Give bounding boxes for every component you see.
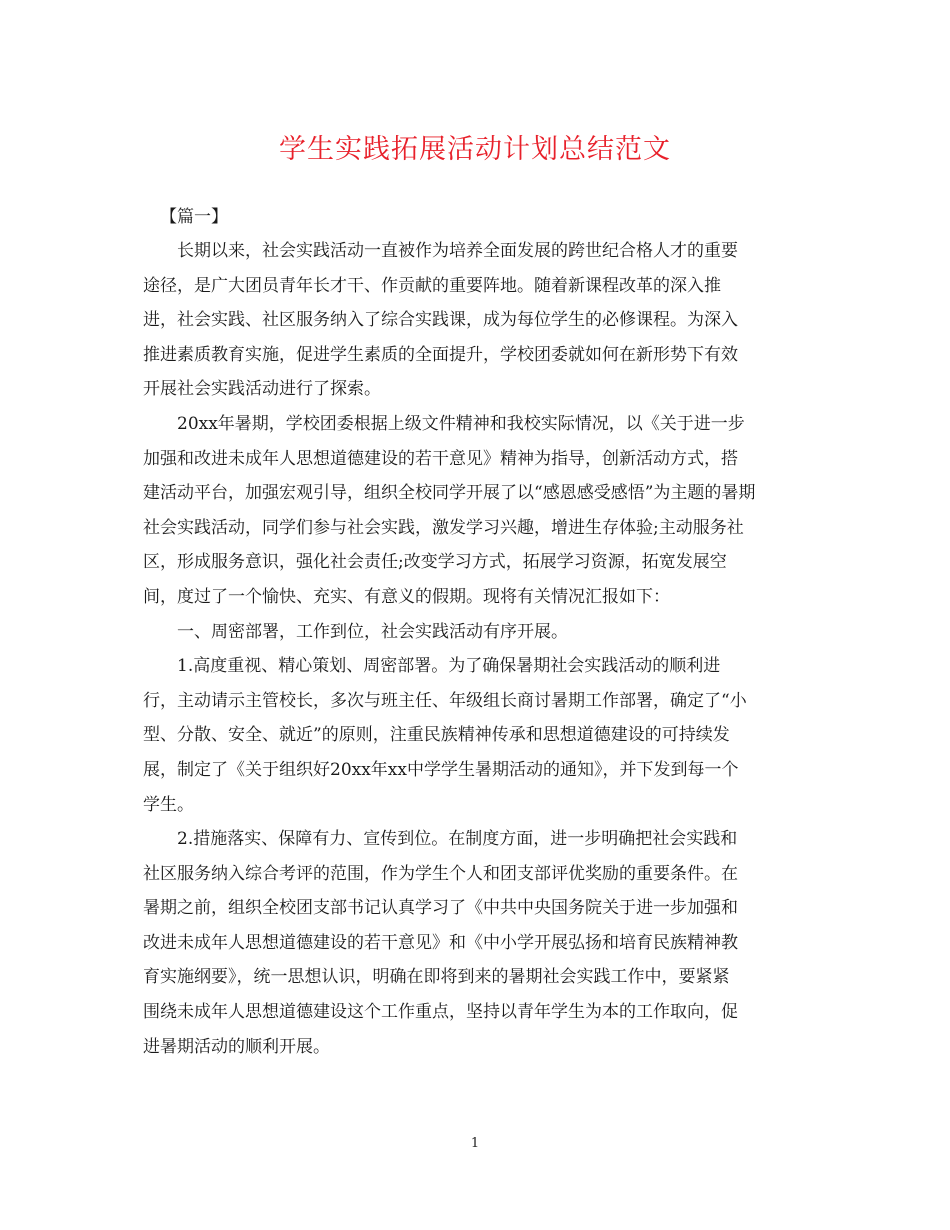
paragraph-4 [143,649,808,822]
document-body [143,200,808,1064]
text-line: 学生。 [143,794,194,815]
text-line: 1.高度重视、精心策划、周密部署。为了确保暑期社会实践活动的顺利进 [177,656,721,677]
text-line: 社区服务纳入综合考评的范围，作为学生个人和团支部评优奖励的重要条件。在 [143,863,738,884]
text-line: 建活动平台，加强宏观引导，组织全校同学开展了以“感恩感受感悟”为主题的暑期 [143,483,756,504]
text-line: 社会实践活动，同学们参与社会实践，激发学习兴趣，增进生存体验;主动服务社 [143,517,744,538]
text-line: 2.措施落实、保障有力、宣传到位。在制度方面，进一步明确把社会实践和 [177,829,738,850]
text-line: 途径，是广大团员青年长才干、作贡献的重要阵地。随着新课程改革的深入推 [143,275,721,296]
text-line: 一、周密部署，工作到位，社会实践活动有序开展。 [177,621,568,642]
paragraph-5 [143,822,808,1064]
text-line: 区，形成服务意识，强化社会责任;改变学习方式，拓展学习资源，拓宽发展空 [143,552,727,573]
text-line: 育实施纲要》，统一思想认识，明确在即将到来的暑期社会实践工作中，要紧紧 [143,967,730,988]
text-line: 进，社会实践、社区服务纳入了综合实践课，成为每位学生的必修课程。为深入 [143,310,738,331]
text-line: 展，制定了《关于组织好20xx年xx中学学生暑期活动的通知》，并下发到每一个 [143,759,739,780]
text-line: 围绕未成年人思想道德建设这个工作重点，坚持以青年学生为本的工作取向，促 [143,1002,738,1023]
text-line: 型、分散、安全、就近”的原则，注重民族精神传承和思想道德建设的可持续发 [143,725,730,746]
text-line: 开展社会实践活动进行了探索。 [143,379,381,400]
text-line: 20xx年暑期，学校团委根据上级文件精神和我校实际情况，以《关于进一步 [177,413,745,434]
text-line: 行，主动请示主管校长，多次与班主任、年级组长商讨暑期工作部署，确定了“小 [143,690,747,711]
text-line: 进暑期活动的顺利开展。 [143,1036,330,1057]
document-title: 学生实践拓展活动计划总结范文 [279,134,671,165]
section-label: 【篇一】 [160,207,228,227]
text-line: 推进素质教育实施，促进学生素质的全面提升，学校团委就如何在新形势下有效 [143,344,738,365]
paragraph-1 [143,234,808,407]
text-line: 改进未成年人思想道德建设的若干意见》和《中小学开展弘扬和培育民族精神教 [143,932,738,953]
text-line: 长期以来，社会实践活动一直被作为培养全面发展的跨世纪合格人才的重要 [177,241,738,261]
paragraph-3-heading [143,615,808,650]
text-line: 间，度过了一个愉快、充实、有意义的假期。现将有关情况汇报如下： [143,586,670,607]
page-number: 1 [470,1136,480,1151]
text-line: 暑期之前，组织全校团支部书记认真学习了《中共中央国务院关于进一步加强和 [143,898,738,919]
paragraph-2 [143,407,808,615]
text-line: 加强和改进未成年人思想道德建设的若干意见》精神为指导，创新活动方式，搭 [143,448,738,469]
